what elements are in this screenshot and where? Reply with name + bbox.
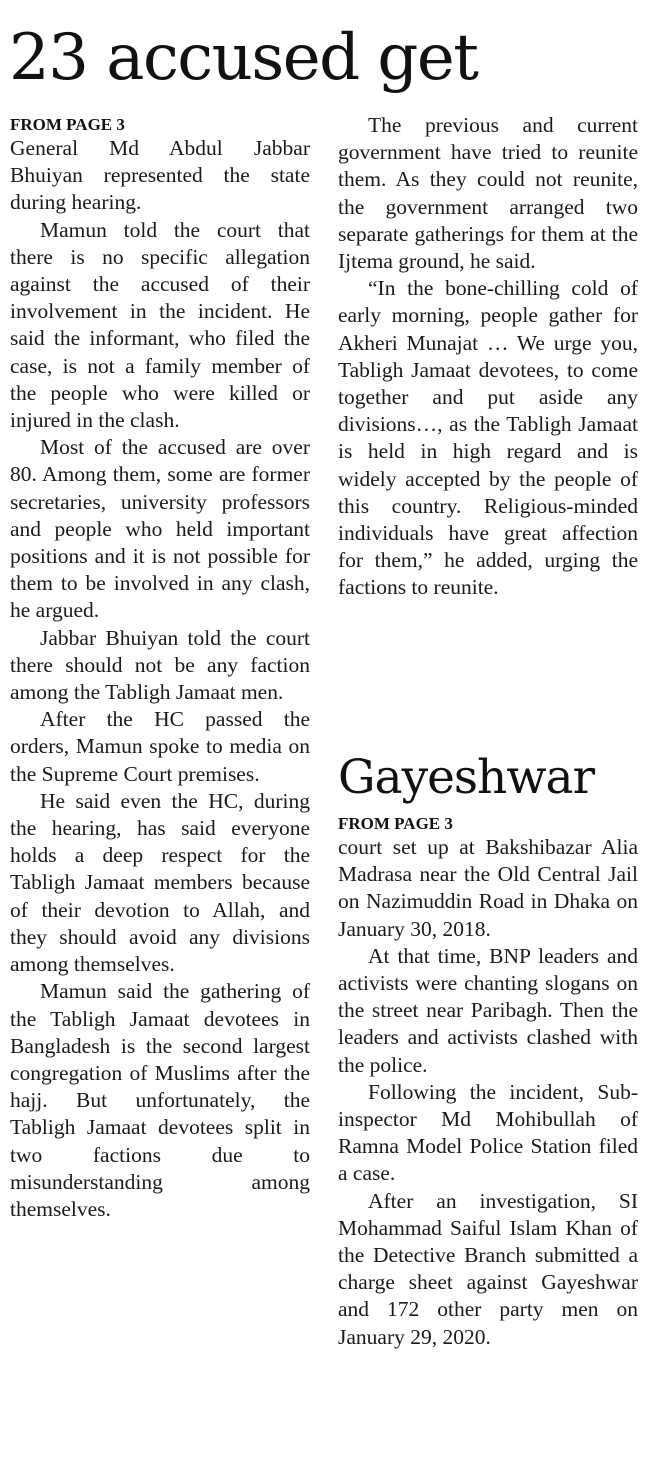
from-page-kicker: FROM PAGE 3 <box>10 115 125 134</box>
paragraph: Mamun told the court that there is no specific allegation against the accused of their involvement in the incident. He said the informant, who filed the case, is not a family member of the people who were killed or injured in the clash. <box>10 217 310 433</box>
paragraph: General Md Abdul Jabbar Bhuiyan represented the state during hearing. <box>10 136 310 215</box>
from-page-kicker: FROM PAGE 3 <box>338 814 453 833</box>
article-column-2 <box>338 112 638 602</box>
headline-23-accused-get: 23 accused get <box>9 21 478 95</box>
paragraph: court set up at Bakshibazar Alia Madrasa near the Old Central Jail on Nazimuddin Road in Dhaka on January 30, 2018. <box>338 835 638 941</box>
article-column-1 <box>10 135 310 1223</box>
paragraph: Mamun said the gathering of the Tabligh Jamaat devotees in Bangladesh is the second largest congregation of Muslims after the hajj. But unfortunately, the Tabligh Jamaat devotees split in two factions due to misunderstanding among themselves. <box>10 979 310 1221</box>
paragraph: After an investigation, SI Mohammad Saiful Islam Khan of the Detective Branch submitted a charge sheet against Gayeshwar and 172 other party men on January 29, 2020. <box>338 1188 638 1349</box>
paragraph: He said even the HC, during the hearing, has said everyone holds a deep respect for the Tabligh Jamaat members because of their devotion to Allah, and they should avoid any divisions among themselves. <box>10 788 310 977</box>
paragraph: The previous and current government have tried to reunite them. As they could not reunite, the government arranged two separate gatherings for them at the Ijtema ground, he said. <box>338 113 638 274</box>
paragraph: Jabbar Bhuiyan told the court there should not be any faction among the Tabligh Jamaat men. <box>10 625 310 705</box>
paragraph: Most of the accused are over 80. Among them, some are former secretaries, university professors and people who held important positions and it is not possible for them to be involved in any clash, he argued. <box>10 435 310 623</box>
paragraph: At that time, BNP leaders and activists were chanting slogans on the street near Paribagh. Then the leaders and activists clashed with the police. <box>338 943 638 1077</box>
paragraph: After the HC passed the orders, Mamun spoke to media on the Supreme Court premises. <box>10 707 310 786</box>
paragraph: “In the bone-chilling cold of early morning, people gather for Akheri Munajat … We urge you, Tabligh Jamaat devotees, to come together and put aside any divisions…, as the Tabligh Jamaat is held in high regard and is widely accepted by the people of this country. Religious-minded individuals have great affection for them,” he added, urging the factions to reunite. <box>338 276 638 600</box>
paragraph: Following the incident, Sub-inspector Md Mohibullah of Ramna Model Police Station filed a case. <box>338 1079 638 1186</box>
article-column-3 <box>338 834 638 1351</box>
headline-gayeshwar: Gayeshwar <box>338 750 595 805</box>
